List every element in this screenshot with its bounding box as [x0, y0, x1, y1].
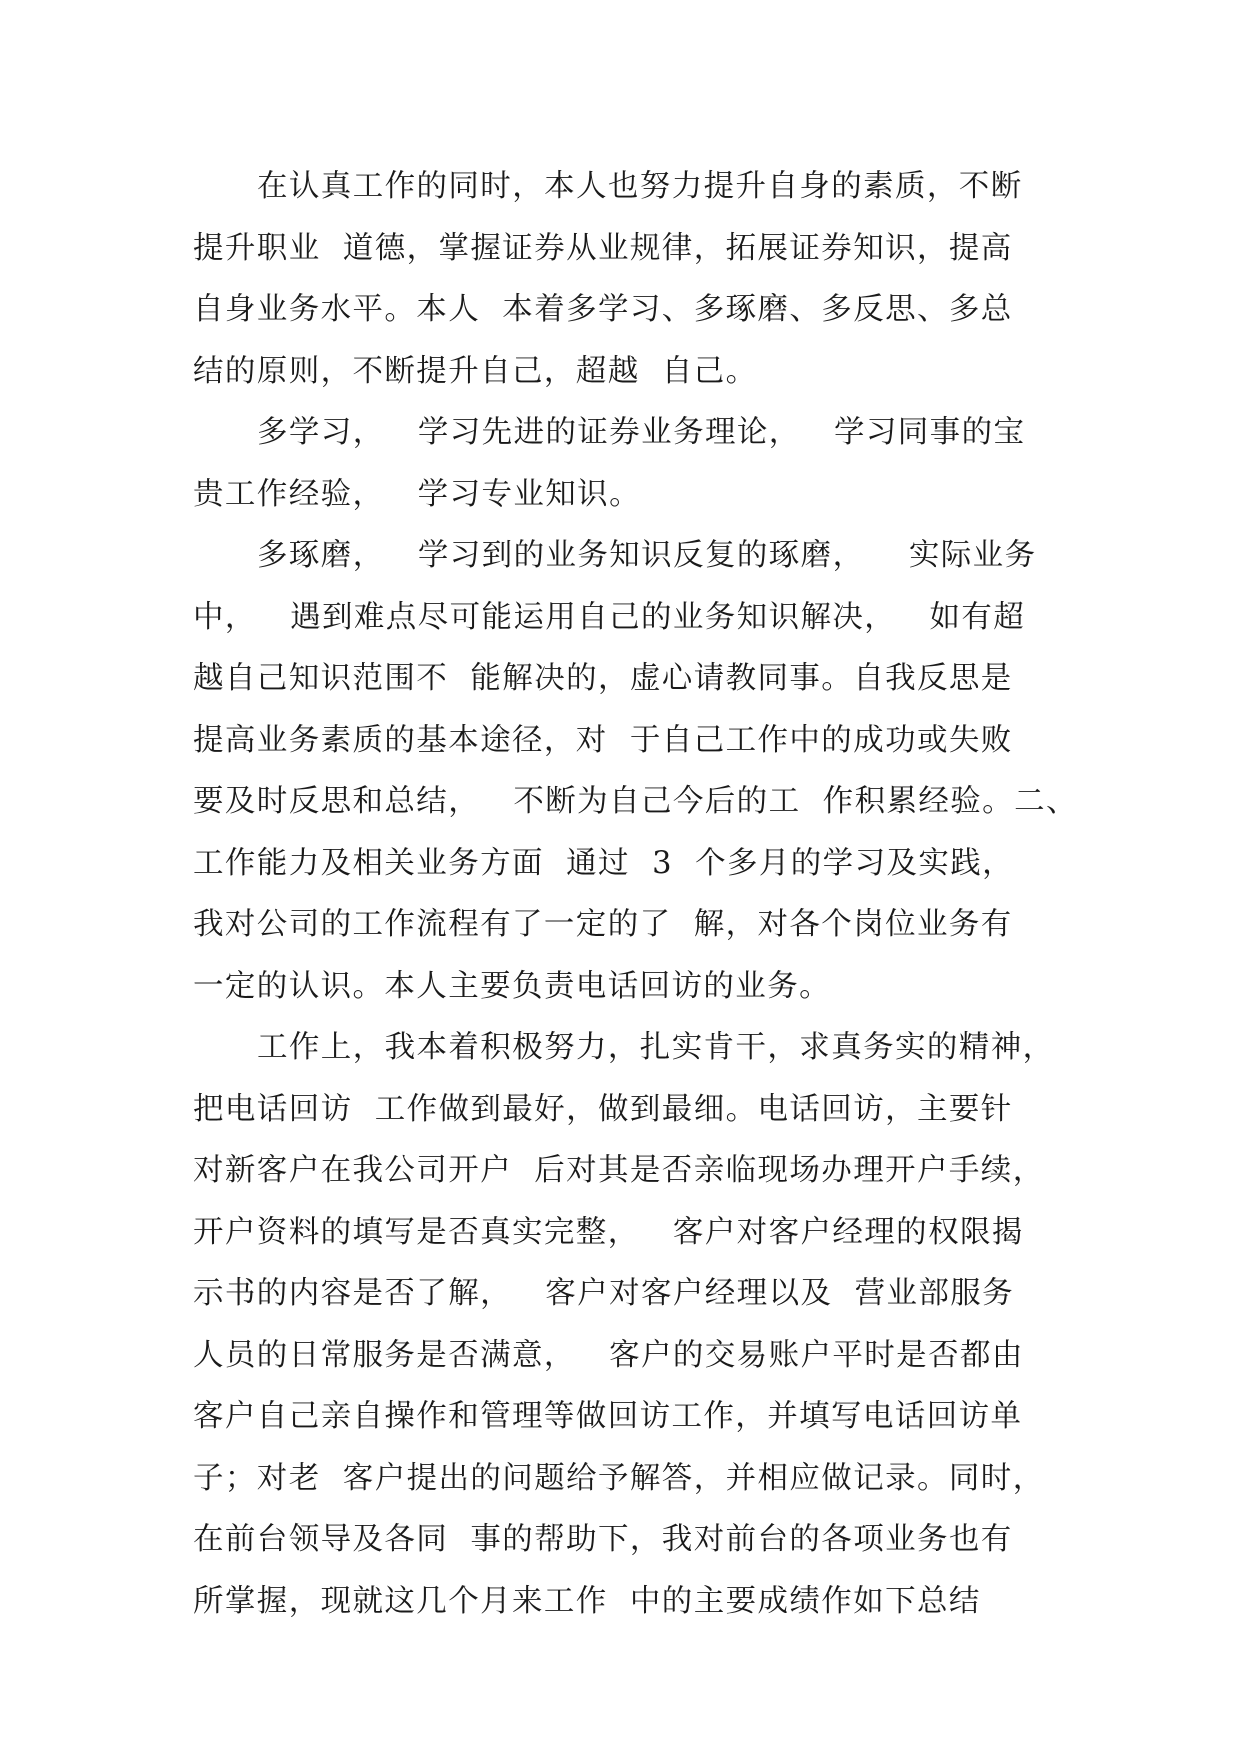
text-line: 自身业务水平。本人 本着多学习、多琢磨、多反思、多总: [193, 292, 1013, 327]
text-line: 开户资料的填写是否真实完整， 客户对客户经理的权限揭: [193, 1214, 1024, 1250]
text-line: 把电话回访 工作做到最好，做到最细。电话回访，主要针: [193, 1091, 1013, 1127]
text-line: 人员的日常服务是否满意， 客户的交易账户平时是否都由: [193, 1337, 1024, 1373]
text-line: 提高业务素质的基本途径，对 于自己工作中的成功或失败: [193, 722, 1013, 758]
text-line: 贵工作经验， 学习专业知识。: [193, 476, 641, 512]
text-line: 工作上，我本着积极努力，扎实肯干，求真务实的精神，: [257, 1030, 1055, 1065]
paragraph-3: [193, 525, 1078, 1017]
paragraph-2: [193, 402, 1063, 525]
text-line: 子；对老 客户提出的问题给予解答，并相应做记录。同时，: [193, 1460, 1045, 1496]
text-line: 多琢磨， 学习到的业务知识反复的琢磨， 实际业务: [257, 538, 1037, 573]
text-line: 多学习， 学习先进的证券业务理论， 学习同事的宝: [257, 415, 1026, 450]
text-line: 提升职业 道德，掌握证券从业规律，拓展证券知识，提高: [193, 230, 1013, 266]
text-line: 在认真工作的同时，本人也努力提升自身的素质，不断: [257, 169, 1023, 204]
paragraph-1: [193, 156, 1063, 402]
text-line: 工作能力及相关业务方面 通过 3 个多月的学习及实践，: [193, 845, 1015, 881]
text-line: 要及时反思和总结， 不断为自己今后的工 作积累经验。二、: [193, 784, 1078, 819]
text-line: 客户自己亲自操作和管理等做回访工作，并填写电话回访单: [193, 1399, 1023, 1434]
text-line: 越自己知识范围不 能解决的，虚心请教同事。自我反思是: [193, 661, 1013, 696]
text-line: 中， 遇到难点尽可能运用自己的业务知识解决， 如有超: [193, 599, 1026, 635]
text-line: 示书的内容是否了解， 客户对客户经理以及 营业部服务: [193, 1276, 1015, 1311]
text-line: 所掌握，现就这几个月来工作 中的主要成绩作如下总结: [193, 1583, 981, 1619]
text-line: 一定的认识。本人主要负责电话回访的业务。: [193, 968, 831, 1004]
paragraph-4: [193, 1017, 1063, 1632]
text-line: 我对公司的工作流程有了一定的了 解，对各个岗位业务有: [193, 907, 1013, 942]
text-line: 对新客户在我公司开户 后对其是否亲临现场办理开户手续，: [193, 1153, 1045, 1188]
text-line: 在前台领导及各同 事的帮助下，我对前台的各项业务也有: [193, 1522, 1013, 1557]
document-body: [193, 156, 1078, 1632]
text-line: 结的原则，不断提升自己，超越 自己。: [193, 353, 758, 389]
